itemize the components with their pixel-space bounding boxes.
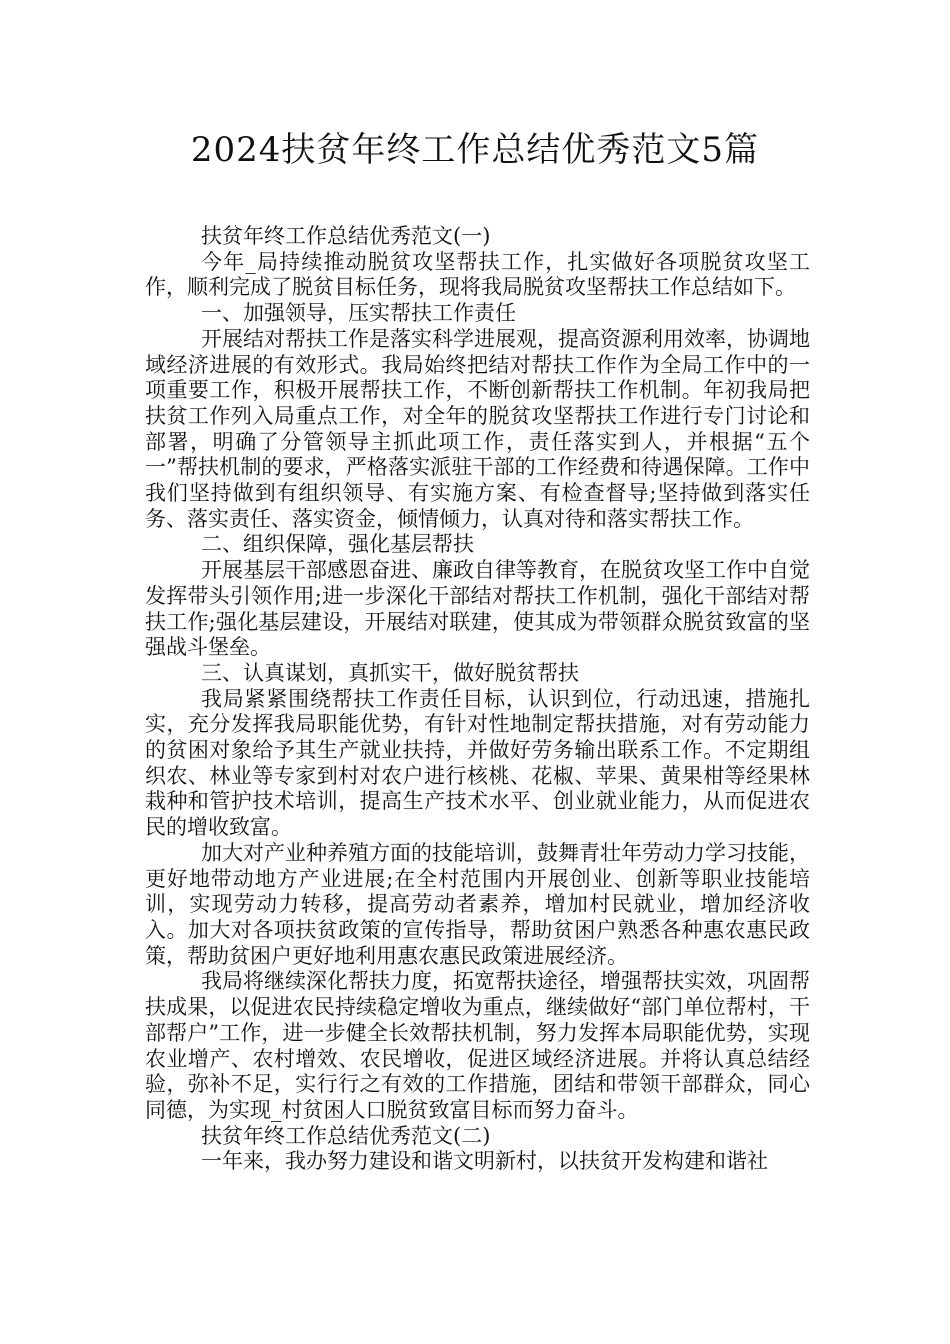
subheading-1: 一、加强领导，压实帮扶工作责任 (201, 301, 516, 326)
document-body (145, 224, 810, 1175)
paragraph-planning: 我局紧紧围绕帮扶工作责任目标，认识到位，行动迅速，措施扎实，充分发挥我局职能优势，有针对性地制定帮扶措施，对有劳动能力的贫困对象给予其生产就业扶持，并做好劳务输出联系工作。不定期组织农、林业等专家到村对农户进行核桃、花椒、苹果、黄果柑等经果林栽种和管护技术培训，提高生产技术水平、创业就业能力，从而促进农民的增收致富。 (145, 686, 810, 840)
section-heading-1: 扶贫年终工作总结优秀范文(一) (201, 224, 491, 248)
paragraph-second-intro: 一年来，我办努力建设和谐文明新村，以扶贫开发构建和谐社 (201, 1149, 768, 1174)
paragraph-organization: 开展基层干部感恩奋进、廉政自律等教育，在脱贫攻坚工作中自觉发挥带头引领作用;进一步深化干部结对帮扶工作机制，强化干部结对帮扶工作;强化基层建设，开展结对联建，使其成为带领群众脱贫致富的坚强战斗堡垒。 (145, 558, 810, 660)
subheading-2: 二、组织保障，强化基层帮扶 (201, 532, 474, 557)
section-heading-2: 扶贫年终工作总结优秀范文(二) (201, 1123, 491, 1148)
document-title: 2024扶贫年终工作总结优秀范文5篇 (190, 130, 760, 170)
paragraph-leadership: 开展结对帮扶工作是落实科学进展观，提高资源利用效率，协调地域经济进展的有效形式。我局始终把结对帮扶工作作为全局工作中的一项重要工作，积极开展帮扶工作，不断创新帮扶工作机制。年初我局把扶贫工作列入局重点工作，对全年的脱贫攻坚帮扶工作进行专门讨论和部署，明确了分管领导主抓此项工作，责任落实到人，并根据“五个一”帮扶机制的要求，严格落实派驻干部的工作经费和待遇保障。工作中我们坚持做到有组织领导、有实施方案、有检查督导;坚持做到落实任务、落实责任、落实资金，倾情倾力，认真对待和落实帮扶工作。 (145, 326, 810, 531)
paragraph-intro: 今年_局持续推动脱贫攻坚帮扶工作，扎实做好各项脱贫攻坚工作，顺利完成了脱贫目标任务，现将我局脱贫攻坚帮扶工作总结如下。 (145, 249, 810, 300)
paragraph-training: 加大对产业种养殖方面的技能培训，鼓舞青壮年劳动力学习技能，更好地带动地方产业进展;在全村范围内开展创业、创新等职业技能培训，实现劳动力转移，提高劳动者素养，增加村民就业，增加经济收入。加大对各项扶贫政策的宣传指导，帮助贫困户熟悉各种惠农惠民政策，帮助贫困户更好地利用惠农惠民政策进展经济。 (145, 840, 810, 968)
subheading-3: 三、认真谋划，真抓实干，做好脱贫帮扶 (201, 660, 579, 685)
paragraph-conclusion: 我局将继续深化帮扶力度，拓宽帮扶途径，增强帮扶实效，巩固帮扶成果，以促进农民持续稳定增收为重点，继续做好“部门单位帮村，干部帮户”工作，进一步健全长效帮扶机制，努力发挥本局职能优势，实现农业增产、农村增效、农民增收，促进区域经济进展。并将认真总结经验，弥补不足，实行行之有效的工作措施，团结和带领干部群众，同心同德，为实现_村贫困人口脱贫致富目标而努力奋斗。 (145, 969, 810, 1122)
